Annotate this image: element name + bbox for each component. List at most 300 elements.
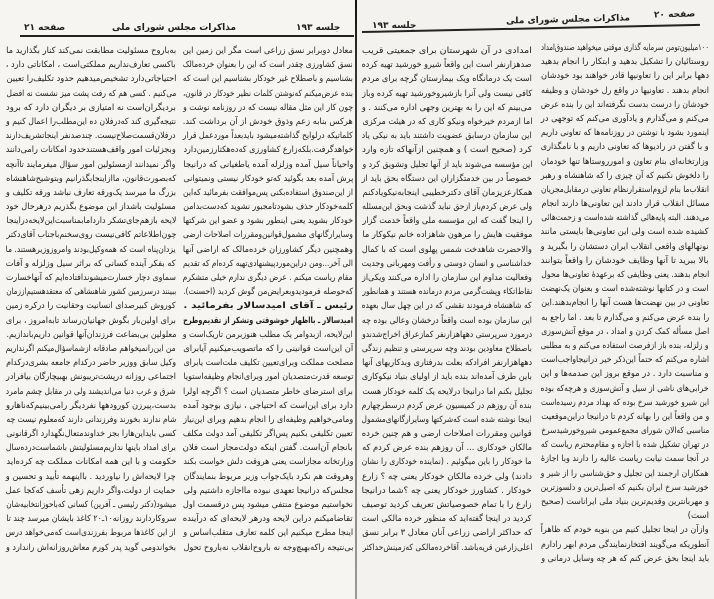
line-text: انجام بدهند . تعاونیها در واقع رل خودشان و وظیفه bbox=[541, 85, 709, 96]
text-line bbox=[183, 413, 353, 427]
text-line bbox=[183, 512, 353, 526]
text-column-right bbox=[541, 41, 709, 566]
line-text: اینمورد بشود با نوشتن در روزنامه‌ها که تعاونی داریم bbox=[541, 128, 709, 139]
line-text: نقاط‌اتکاء وپشت‌گرمی مردم درمانده هستند و همانطور bbox=[362, 287, 532, 298]
text-line bbox=[541, 509, 709, 523]
line-text: می‌کنم و می‌گذارم و یادآوری می‌کنم که توجهی در bbox=[541, 113, 709, 124]
line-text: نتیجه‌گیری کند که‌درفلان ده این‌مطلب‌را اعمال کنیم و bbox=[6, 116, 176, 127]
line-text: اصل مسأله کمک کردن و امداد ، در موقع آتش‌سوزی bbox=[541, 326, 709, 337]
line-text: بشناسیم و باصطلاح غیر خودکار بشناسیم این است که bbox=[183, 74, 353, 85]
text-line bbox=[362, 87, 532, 101]
line-text: خودکار . کشاورز خودکار یعنی چه ؟شما درانیجا bbox=[362, 485, 532, 496]
text-line bbox=[362, 172, 532, 186]
line-text: چون کار این مثل مقاله نیست که در روزنامه نوشت و bbox=[183, 102, 353, 113]
text-line bbox=[183, 470, 353, 484]
line-text: این سازمان بوده است واقعاً درخشان وعالی بوده چه bbox=[362, 315, 532, 326]
line-text: ۱۰۰میلیون‌تومن سرمایه گذاری موقتی میخواهید صندوق‌امداد bbox=[541, 43, 709, 53]
text-line bbox=[362, 470, 532, 484]
text-line bbox=[6, 228, 176, 242]
text-line bbox=[183, 498, 353, 512]
text-line bbox=[362, 342, 532, 356]
line-text: همکارعزیزمان آقای دکترخطیبی اینجابه‌نیکویادکنم bbox=[362, 187, 532, 198]
line-text: دهها برابر این را تعاونیها قادر خواهند بود خودشان bbox=[541, 71, 709, 82]
text-line bbox=[183, 455, 353, 469]
text-line bbox=[183, 228, 353, 242]
left-page bbox=[0, 0, 356, 599]
line-text: اجتماعی روزانه درپشت‌تریبونش بهبیچارگان بیافرادر bbox=[6, 372, 176, 383]
line-text: زارع را با تمام خصوصیاتش تعریف کردید توصیف bbox=[362, 500, 532, 510]
text-line bbox=[362, 385, 532, 399]
text-line bbox=[6, 200, 176, 214]
line-text: از این‌صندوق استفاده‌بکنی پس‌موافقت بفرمائید که‌این bbox=[183, 187, 353, 198]
line-text: و زلزله، بنده باز ازفرصت استفاده می‌کنم و به مطلبی bbox=[541, 340, 709, 351]
line-text: وسایرارگانهای مشمول‌قوانین‌ومقررات اصلاحات ارضی bbox=[183, 230, 353, 241]
line-text: شام ندارند بخورند وفرزندانی دارند که‌معلوم نیست چه bbox=[6, 414, 176, 425]
line-text: و مناسبت دارد . در موقع بروز این صدمه‌ها و این bbox=[541, 369, 709, 380]
text-line bbox=[183, 399, 353, 413]
text-line bbox=[6, 299, 176, 313]
line-text: صدهزارنفر است این واقعاً شیرو خورشید تهیه کرده bbox=[362, 60, 532, 71]
line-text: در تهران تشکیل شده با اجازه و مقام‌محترم ریاست که bbox=[541, 440, 709, 451]
text-line bbox=[6, 498, 176, 512]
line-text: می‌بینم که این را به بهترین وجهی اداره می‌کنند . و bbox=[362, 102, 532, 113]
line-text: مناسبی که‌الان شورای مجمع‌عمومی شیروخورشیدسرخ bbox=[541, 426, 709, 437]
text-line bbox=[6, 72, 176, 86]
line-text: وهروقت هم نکرد بایک‌جواب وزیر مربوط بنمایندگان bbox=[183, 471, 353, 482]
text-line bbox=[541, 155, 709, 169]
text-line bbox=[183, 541, 353, 555]
line-text: که‌حوصله فرمودیدوبعرایض‌من گوش کردید (احسنت). bbox=[183, 287, 353, 298]
line-text: این‌لایحه، ازبدوامر یک مطلب هنوزبرمن تاریک‌است و bbox=[183, 329, 353, 340]
text-line bbox=[362, 356, 532, 370]
text-line bbox=[183, 427, 353, 441]
text-line bbox=[183, 257, 353, 271]
line-text: کرد (صحیح است ) و همچنین ازآنهاکه تازه وارد bbox=[362, 145, 532, 156]
text-line bbox=[183, 385, 353, 399]
line-text: تعیین تکلیفی بکنیم پس‌اگر تکلیفی آمد دولت مکلف bbox=[183, 429, 353, 440]
text-line bbox=[183, 172, 353, 186]
text-line bbox=[183, 129, 353, 143]
text-line bbox=[6, 455, 176, 469]
line-text: معادل دوبرابر نسق زراعی است مگر این زمین این bbox=[183, 46, 353, 56]
line-text: انجام بدهند. یعنی وظایفی که برعهدهٔ تعاونی‌ها محول bbox=[541, 270, 709, 280]
line-text: روستائیان را تشکیل بدهید و ابتکار را انجام بدهید bbox=[541, 57, 709, 68]
line-text: برای استرضای خاطر متصدیان است ؟ اگرچه اولرا bbox=[183, 386, 353, 397]
text-line bbox=[183, 87, 353, 101]
line-text: می‌کنیم . کسی هم که رفت پشت میز نشست نه افضل bbox=[6, 88, 176, 99]
text-line bbox=[541, 325, 709, 339]
text-line bbox=[6, 44, 176, 58]
text-line bbox=[541, 438, 709, 452]
text-line bbox=[362, 455, 532, 469]
line-text: سماوی دچار خسارت‌میشوندافتاده‌ایم که آنها‌خسارت bbox=[6, 273, 176, 283]
line-text: که شاهنشاه فرمودند نقشی که در این چهل سال بعهده bbox=[362, 301, 532, 312]
line-text: میشود(دکتر رئیسی ـ آفرین) کسانی که‌باحوزانتخابیه‌شان bbox=[6, 500, 176, 510]
text-line bbox=[541, 353, 709, 367]
text-line bbox=[362, 399, 532, 413]
text-line bbox=[6, 186, 176, 200]
line-text: مالکان خودکاری ... آن روزهم بنده عرض کردم که bbox=[362, 443, 532, 454]
line-text: برای اولین‌بار بگوش جهانیان‌رساند تابه‌امروز ، برای bbox=[6, 315, 176, 326]
line-text: است) bbox=[687, 511, 709, 522]
line-text: کردید در اینجا گفته‌اید که منظور خرده مالکی است bbox=[362, 514, 532, 525]
line-text: واگر نمیدانند ازمسئولین امور سؤال میفرمایند تاآنچه bbox=[6, 159, 176, 170]
line-text: حمایت از دولت،واگر داریم زهی تأسف که‌کجا عمل bbox=[6, 485, 176, 496]
line-text: من این‌رانمیخواهم صادقانه ازشماسؤال‌میکنم اگرنداریم bbox=[6, 343, 176, 354]
text-line bbox=[362, 370, 532, 384]
text-line bbox=[6, 285, 176, 299]
text-line bbox=[362, 115, 532, 129]
line-text: یزدان‌پناه است که همه‌وکیل‌بودند وامروزوزیرهستند. ما bbox=[6, 244, 176, 255]
line-text: وبجزئیات امور واقف‌هستند‌حدود امکانات رامی‌دانند bbox=[6, 145, 176, 156]
line-text: موفقیت هایش را مرهون شاهزاده خانم نیکوکار ما bbox=[362, 230, 532, 241]
line-text: اینجا نوشته شده است که‌شرکتها وسایرارگانهای‌مشمول bbox=[362, 414, 532, 425]
line-text: انقلاب‌ما بنام لزوم‌استقرارنظام تعاونی درمقابل‌مجریان bbox=[541, 184, 709, 195]
text-line bbox=[541, 41, 709, 55]
session-number: جلسه ۱۹۳ bbox=[372, 21, 417, 31]
text-line bbox=[6, 115, 176, 129]
line-text: همکاران ارجمند این تجلیل و حق‌شناسی را از شیر و bbox=[541, 468, 709, 479]
text-line bbox=[541, 225, 709, 239]
text-line bbox=[362, 484, 532, 498]
text-line bbox=[183, 285, 353, 299]
text-line bbox=[541, 183, 709, 197]
line-text: اینجا مطرح میکنیم این کلمه تعارف متقلب‌اساس و bbox=[183, 528, 353, 539]
speaker-line bbox=[183, 314, 353, 328]
text-line bbox=[362, 129, 532, 143]
session-number: جلسه ۱۹۳ bbox=[296, 23, 341, 33]
line-text: ولی عرض کردم‌باز ازحق نباید گذشت وبحق این‌مسئله bbox=[362, 202, 532, 213]
text-line bbox=[183, 115, 353, 129]
text-line bbox=[541, 211, 709, 225]
line-text: به‌باروح مسئولیت مطابقت نمی‌کند کنار بگذارید ما bbox=[6, 46, 176, 56]
text-line bbox=[6, 87, 176, 101]
text-line bbox=[362, 441, 532, 455]
text-line bbox=[362, 285, 532, 299]
text-line bbox=[541, 197, 709, 211]
text-line bbox=[6, 512, 176, 526]
text-line bbox=[6, 214, 176, 228]
line-text: نسق کشاورزی چقدر است که این را بعنوان خرده‌مالک bbox=[183, 60, 353, 71]
text-line bbox=[541, 538, 709, 552]
line-text: سروکاردارند روزانه۱۰ـ۲۰ کاغذ بایشان میرسد چند تا bbox=[6, 514, 176, 525]
line-text: امدادی در آن شهرستان برای جمعیتی قریب bbox=[362, 46, 532, 56]
line-text: بنده آن روزهم در کمیسیون عرض کردم درسطرچهارم bbox=[362, 400, 532, 411]
publication-title: مذاکرات مجلس شورای ملی bbox=[112, 23, 237, 33]
text-line bbox=[362, 257, 532, 271]
line-text: آنطوریکه می‌گویند افتخارنمایندگی مردم ابهر رادارم bbox=[541, 539, 709, 550]
line-text: برای امداد باینها نداریم‌مسئولیتش باشماست‌درده‌سال bbox=[6, 443, 176, 454]
line-text: نخواستیم موضوع منتفی میشود پس درقسمت اول bbox=[183, 500, 353, 510]
line-text: نونهالهای واقعی انقلاب ایران دستشان را بگیرید و bbox=[541, 241, 709, 252]
text-line bbox=[541, 424, 709, 438]
line-text: حکومت و با این همه امکانات مملکت چه کرده‌اید bbox=[6, 457, 176, 468]
line-text: خورشید سرخ ایران بکنیم که اصیل‌ترین و دلسوزترین bbox=[541, 482, 709, 493]
text-column-left bbox=[362, 44, 532, 555]
line-text: و مهربانترین وقدیم‌ترین بنیاد ملی ایراناست (صحیح bbox=[541, 497, 709, 507]
line-text: می‌دهند. البته پایه‌هائی گذاشته شده‌است و زحمت‌هائی bbox=[541, 213, 709, 224]
line-text: خودکار بشوید یعنی اینطور بشود و عضو این شرکتها bbox=[183, 216, 353, 227]
text-line bbox=[541, 84, 709, 98]
text-line bbox=[541, 410, 709, 424]
line-text: و من واقعاً این را بهانه کردم تا درانیجا دراین‌موقعیت bbox=[541, 411, 709, 422]
text-line bbox=[541, 268, 709, 282]
text-line bbox=[541, 254, 709, 268]
line-text: اعلی‌زارعین قریه‌باشد. آقاخرده‌مالکی که‌زمینش‌حداکثر bbox=[362, 542, 532, 553]
line-text: وازآن در اینجا تجلیل کنیم من بنوبه خودم که ظاهراً bbox=[541, 525, 709, 536]
line-text: معلولین بی‌بضاعت فرزندان‌آنها قوانین داریم‌باندازیم. bbox=[6, 329, 176, 340]
line-text: چون‌اطلاعاتم کافی‌نیست روی‌سخنم‌باجناب آقای‌دکتر bbox=[6, 230, 176, 241]
text-line bbox=[183, 72, 353, 86]
line-text: از این کاغذها مربوط بفرزندی‌است که‌می‌خواهد درس bbox=[6, 528, 176, 539]
line-text: بخواند‌ومی گوید پدر کورم معاش‌روزانه‌اش راندارد و bbox=[6, 542, 176, 553]
line-text: را بنده عرض می‌کنم و می‌گذارم تا بعد . اما راجع به bbox=[541, 312, 709, 323]
line-text: خرابی‌های ناشی از سیل و آتش‌سوزی و هرچه‌که بوده bbox=[541, 383, 709, 394]
text-line bbox=[183, 200, 353, 214]
line-text: در آنجا سمت نیابت ریاست عالیه را دارند وبا اجازهٔ bbox=[541, 454, 709, 465]
text-line bbox=[541, 282, 709, 296]
line-text: تعاونی در بین نهضت‌ها هست آنها را انجام‌بدهند.این bbox=[541, 298, 709, 309]
line-text: وزارتخانه مجازاست یعنی هروقت دلش خواست بکند bbox=[183, 457, 353, 468]
line-text: را اینجا گفت که این مؤسسه ملی واقعاً خدمت گزار bbox=[362, 216, 532, 227]
text-line bbox=[541, 55, 709, 69]
text-line bbox=[6, 172, 176, 186]
line-text: کافی نیست ولی آنرا بازشیروخورشید تهیه کرده وباز bbox=[362, 88, 532, 99]
text-line bbox=[541, 140, 709, 154]
text-line bbox=[541, 467, 709, 481]
text-line bbox=[6, 342, 176, 356]
line-text: است و در کتابها نوشته‌شده است و بعنوان یک‌نهضت bbox=[541, 284, 709, 295]
line-text: خواهدگرفت.بلکه‌زارع کشاورزی که‌ده‌هکتارزمین‌دارد bbox=[183, 145, 353, 156]
text-line bbox=[362, 186, 532, 200]
text-line bbox=[362, 58, 532, 72]
line-text: هرکس بنابه زعم وذوق خودش از آن برداشت کند. bbox=[183, 116, 353, 127]
text-line bbox=[541, 112, 709, 126]
text-line bbox=[6, 526, 176, 540]
text-line bbox=[6, 541, 176, 555]
line-text: است یک درمانگاه ویک بیمارستان گرچه برای مردم bbox=[362, 74, 532, 85]
text-line bbox=[362, 541, 532, 555]
line-text: ومامی‌خواهیم وظیفه‌ای را انجام بدهیم وبرای این‌نیاز bbox=[183, 414, 353, 425]
text-line bbox=[541, 240, 709, 254]
line-text: بالا ببرید تا آنها وظایف خودشان را واقعاً بتوانند bbox=[541, 255, 709, 266]
text-line bbox=[362, 512, 532, 526]
text-line bbox=[362, 228, 532, 242]
line-text: توسعه قدرت‌متصدیان امور وبرای‌انجام وظیفه‌استویا bbox=[183, 372, 353, 383]
line-text: مسئولیت باشداز این موضوع بگذریم درهرحال خود bbox=[6, 202, 176, 213]
line-text: آن این‌است قوانینی را که ماتصویب‌میکنیم آیابرای bbox=[183, 343, 353, 354]
publication-title: مذاکرات مجلس شورای ملی bbox=[505, 13, 631, 27]
text-line bbox=[6, 470, 176, 484]
text-line bbox=[541, 396, 709, 410]
line-text: باصطلاح معاودین بودند وچه سرپرستی و تنظیم زندگی bbox=[362, 343, 532, 354]
text-line bbox=[183, 441, 353, 455]
text-line bbox=[6, 413, 176, 427]
line-text: خصوصاً در بین خدمتگزاران این دستگاه بحق باید از bbox=[362, 173, 532, 184]
text-line bbox=[183, 44, 353, 58]
text-line bbox=[6, 484, 176, 498]
line-text: شرق و غرب دنیا می‌اندیشند ولی در مقابل چشم مامرد bbox=[6, 386, 176, 397]
line-text: والاحضرت شاهدخت شمس پهلوی است که با کمال bbox=[362, 244, 532, 255]
line-text: اما ازمردم خیرخواه ونیکو کاری که در هیئت مرکزی bbox=[362, 116, 532, 127]
line-text: رئیس ـ آقای امیدسالار بفرمائید . bbox=[182, 301, 353, 312]
text-column-left bbox=[6, 44, 176, 555]
text-line bbox=[6, 101, 176, 115]
line-text: مقام ریاست میکنم . عرض دیگری ندارم خیلی متشکرم bbox=[183, 273, 353, 283]
line-text: بزرگ ما میرسد یک‌ورقه تعارف نباشد ورقه تکلیف و bbox=[6, 187, 176, 198]
line-text: ما خودکار را باین میگوئیم . (نماینده خودکاری را نشان bbox=[362, 457, 532, 468]
text-line bbox=[183, 243, 353, 257]
text-line bbox=[362, 299, 532, 313]
line-text: کوروش کبیرصدای انسانیت وحقانیت را درکره زمین bbox=[6, 301, 176, 312]
text-line bbox=[6, 441, 176, 455]
text-line bbox=[362, 214, 532, 228]
text-line bbox=[362, 498, 532, 512]
line-text: باین طرف آمده‌اند بنده باید از اولیای بنیاد نیکوکاری bbox=[362, 372, 532, 383]
line-text: بنده عرض‌میکنم که‌نوشتن کلمات نظیر خودکار در قانون، bbox=[183, 88, 353, 99]
line-text: باید اینجا بحق عرض کنم که هر چه وسایل درمانی و bbox=[541, 553, 709, 564]
line-text: مجلس‌که درانیجا تعهدی نبوده مااجازه داشتیم ولی bbox=[183, 485, 353, 496]
text-line bbox=[362, 143, 532, 157]
line-text: ببینند درسرزمین کشور شاهنشاهی که معتقدهستیم‌اززمان bbox=[6, 287, 176, 298]
line-text: بردیگران‌است نه امتیازی بر دیگران دارد که برود bbox=[6, 102, 176, 113]
text-line bbox=[183, 370, 353, 384]
text-line bbox=[6, 370, 176, 384]
text-line bbox=[362, 314, 532, 328]
text-line bbox=[362, 158, 532, 172]
text-line bbox=[6, 328, 176, 342]
line-text: مصلحت مملکت وبرای‌تعیین تکلیف ملت‌است یابرای bbox=[183, 358, 353, 369]
text-line bbox=[6, 257, 176, 271]
line-text: که‌بصورت‌قانون، ماازاینجابگذرانیم وبتوشیح‌شاهنشاه bbox=[6, 173, 176, 184]
text-column-right bbox=[183, 44, 353, 555]
line-text: پرش آمده بعد بگوئید که‌تو خودکار نیستی ونمیتوانی bbox=[183, 173, 353, 184]
text-line bbox=[6, 243, 176, 257]
text-line bbox=[541, 69, 709, 83]
line-text: واحیاناً سیل آمده وزلزله آمده یاطغیانی که درانیجا bbox=[183, 159, 353, 170]
line-text: احتیاجاتی‌دارد تشخیص‌میدهیم حدود تکلیف‌را تعیین bbox=[6, 74, 176, 85]
line-text: لایحه بازهم‌جای‌تشکر داردامابمناسبت‌این‌لایحه‌در‌اینجا bbox=[6, 216, 176, 227]
line-text: بی‌نتیجه راکه‌بهیچ‌وجه نه باروح‌انقلاب نه‌باروح تحول bbox=[183, 542, 353, 553]
line-text: که بفکر آینده کسانی که براثر سیل وزلزله و آفات bbox=[6, 258, 176, 269]
text-line bbox=[541, 552, 709, 566]
line-text: چرا لایحه‌اش را نیاوردید . بااینهمه تأیید و تحسین و bbox=[6, 471, 176, 482]
line-text: اشاره می‌کنم که حتماً این‌ذکر خیر درانیجاواجب‌است bbox=[541, 355, 709, 366]
text-line bbox=[183, 356, 353, 370]
line-text: را دلخوش نکنیم که آن چیزی را که شاهنشاه و رهبر bbox=[541, 170, 709, 181]
text-line bbox=[541, 169, 709, 183]
text-line bbox=[183, 484, 353, 498]
text-line bbox=[541, 523, 709, 537]
text-line bbox=[541, 382, 709, 396]
line-text: امیدسالار ـ بااظهار خوشوقتی وتشکر از تقدیم‌وطرح bbox=[183, 315, 353, 326]
line-text: کسی بایداین‌هارا بجز خداوند‌متعال‌نگهدارد اگرقانونی bbox=[6, 429, 176, 440]
line-text: تقاضامیکنم دراین لایحه ودرهر لایحه‌ای که درآینده bbox=[183, 514, 353, 525]
line-text: دادند) ولی خرده مالکان خودکار یعنی چه ؟ زارع bbox=[362, 471, 532, 482]
line-text: و با گفتن در رادیوها که تعاونی داریم و با نامگذاری bbox=[541, 142, 709, 153]
line-text: این شیرو خورشید سرخ بوده که بهداد مردم رسیده‌است bbox=[541, 397, 709, 408]
line-text: قوانین ومقررات اصلاحات ارضی و هم چنین خرده bbox=[362, 429, 532, 440]
text-line bbox=[362, 427, 532, 441]
text-line bbox=[6, 158, 176, 172]
text-line bbox=[6, 129, 176, 143]
line-text: الی آخر...ومن دراین‌موردپیشنهادی‌تهیه کرده‌ام که تقدیم bbox=[183, 258, 353, 269]
line-text: درفلان‌قسمت‌صلاح‌نیست. چندصدنفر اینجاتشریف‌دارند bbox=[6, 131, 176, 142]
text-line bbox=[6, 427, 176, 441]
text-line bbox=[183, 101, 353, 115]
text-line bbox=[541, 296, 709, 310]
text-line bbox=[6, 385, 176, 399]
text-line bbox=[541, 339, 709, 353]
text-line bbox=[362, 243, 532, 257]
text-line bbox=[362, 413, 532, 427]
line-text: تجلیل بکنم اما درانیجا درلایحه یک کلمه خودکار هست bbox=[362, 386, 532, 397]
text-line bbox=[6, 271, 176, 285]
speaker-line bbox=[183, 299, 353, 313]
text-line bbox=[183, 214, 353, 228]
line-text: که حداکثر اراضی زراعی آنان معادل ۳ برابر نسق bbox=[362, 528, 532, 539]
line-text: وهمچنین دیگر کشاورزان خرده‌مالک که اراضی آنها bbox=[183, 244, 353, 255]
text-line bbox=[6, 356, 176, 370]
line-text: وکیل سابق ووزیر حاضر درکدام جامعه بشری‌درکدام bbox=[6, 358, 176, 369]
line-text: کلمه‌خودکار حذف بشودتامجبور نشوید که‌دست‌بدامن bbox=[183, 202, 353, 213]
header-rule bbox=[20, 35, 354, 37]
line-text: مسائل انقلاب قرار دادند این تعاونی‌ها دارند انجام bbox=[541, 199, 709, 210]
text-line bbox=[183, 271, 353, 285]
text-line bbox=[183, 158, 353, 172]
page-number: صفحه ۲۱ bbox=[24, 23, 66, 33]
text-line bbox=[541, 98, 709, 112]
page-number: صفحه ۲۰ bbox=[653, 9, 696, 21]
text-line bbox=[183, 342, 353, 356]
line-text: دههاهزارنفر افرادکه بعلت بدرفتاری وبدکاریهای آنها bbox=[362, 358, 532, 369]
line-text: این مؤسسه می‌شوند باید از آنها تجلیل وتشویق کرد و bbox=[362, 159, 532, 170]
line-text: باکسی تعارف‌نداریم مملکتی‌است ، امکاناتی دارد ، bbox=[6, 60, 176, 71]
text-line bbox=[362, 101, 532, 115]
text-line bbox=[6, 399, 176, 413]
text-line bbox=[183, 186, 353, 200]
line-text: وفعالیت مداوم این سازمان را اداره می‌کنند ویکی‌از bbox=[362, 273, 532, 283]
line-text: این سازمان درسابق عضویت داشتند باید به نیکی یاد bbox=[362, 131, 532, 142]
text-line bbox=[183, 526, 353, 540]
text-line bbox=[6, 143, 176, 157]
text-line bbox=[6, 58, 176, 72]
text-line bbox=[362, 72, 532, 86]
text-line bbox=[541, 452, 709, 466]
line-text: بدست،پیرزن کورودهها نفردیگر رامی‌بینیم‌که‌ناهارو bbox=[6, 400, 176, 411]
text-line bbox=[541, 311, 709, 325]
line-text: درمورد سرپرستی دههاهزارنفر کمازعراق اخراج‌شدندو bbox=[362, 329, 532, 340]
line-text: کشیده شده است ولی این تعاونی‌ها بایستی مانند bbox=[541, 227, 709, 238]
text-line bbox=[541, 481, 709, 495]
line-text: دارد برای این‌است که احتیاجی ، نیازی بوجود آمده bbox=[183, 400, 353, 411]
text-line bbox=[183, 328, 353, 342]
text-line bbox=[541, 126, 709, 140]
text-line bbox=[183, 143, 353, 157]
line-text: وزارتخانه‌ای بنام تعاون و امورروستاها تنها خودمان bbox=[541, 156, 709, 167]
line-text: خداشناسی و انسان دوستی و رأفت ومهربانی وجدیت bbox=[362, 258, 532, 269]
text-line bbox=[541, 495, 709, 509]
text-line bbox=[362, 271, 532, 285]
text-line bbox=[362, 200, 532, 214]
line-text: بانجام آن‌است. گفتن اینکه دولت‌مجاز است فلان bbox=[183, 443, 353, 454]
text-line bbox=[541, 367, 709, 381]
text-line bbox=[183, 58, 353, 72]
text-line bbox=[362, 526, 532, 540]
line-text: خودشان را درست بدست نگرفته‌اند این را بنده عرض bbox=[541, 99, 709, 110]
text-line bbox=[362, 328, 532, 342]
right-page bbox=[358, 0, 714, 599]
